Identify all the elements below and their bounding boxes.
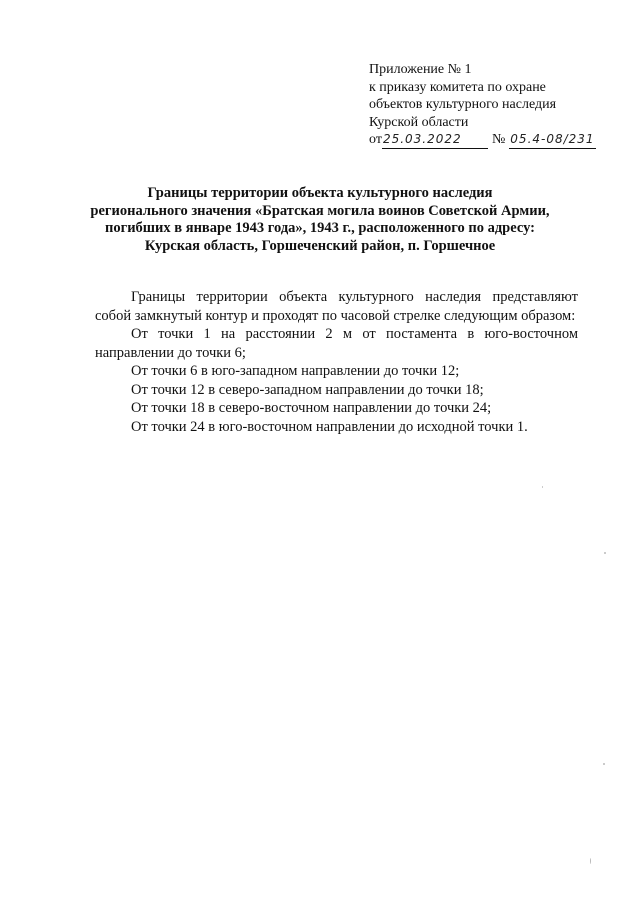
from-label: от [369, 132, 382, 147]
appendix-header [369, 61, 619, 151]
document-title [70, 185, 570, 255]
order-number-handwritten: 05.4-08/231 [510, 132, 595, 146]
appendix-number: Приложение № 1 [369, 62, 472, 77]
number-label: № [491, 132, 506, 147]
document-body [95, 288, 578, 436]
order-date-field [382, 131, 488, 149]
order-number-field [509, 131, 595, 149]
boundary-segment-1: От точки 1 на расстоянии 2 м от постамента в юго-восточном направлении до точки 6; [95, 326, 578, 361]
boundary-segment-5: От точки 24 в юго-восточном направлении до исходной точки 1. [131, 418, 528, 435]
order-date-handwritten: 25.03.2022 [382, 132, 462, 146]
boundary-segment-3: От точки 12 в северо-западном направлении до точки 18; [131, 381, 484, 398]
appendix-region: Курской области [369, 114, 469, 130]
scan-speck [590, 858, 591, 864]
boundary-segment-2: От точки 6 в юго-западном направлении до точки 12; [131, 363, 460, 379]
title-line-4: Курская область, Горшеченский район, п. Горшечное [144, 237, 496, 254]
scan-speck [603, 763, 605, 765]
intro-paragraph: Границы территории объекта культурного наследия представляют собой замкнутый контур и проходят по часовой стрелке следующим образом: [95, 289, 578, 324]
appendix-committee: объектов культурного наследия [369, 97, 557, 112]
title-line-1: Границы территории объекта культурного наследия [147, 185, 493, 201]
scan-speck [542, 486, 543, 488]
scan-speck [604, 552, 606, 554]
order-date-number-line [369, 131, 619, 151]
title-line-3: погибших в январе 1943 года», 1943 г., расположенного по адресу: [105, 220, 535, 236]
title-line-2: регионального значения «Братская могила воинов Советской Армии, [90, 202, 550, 219]
boundary-segment-4: От точки 18 в северо-восточном направлении до точки 24; [131, 400, 492, 416]
appendix-order-ref: к приказу комитета по охране [369, 79, 546, 95]
